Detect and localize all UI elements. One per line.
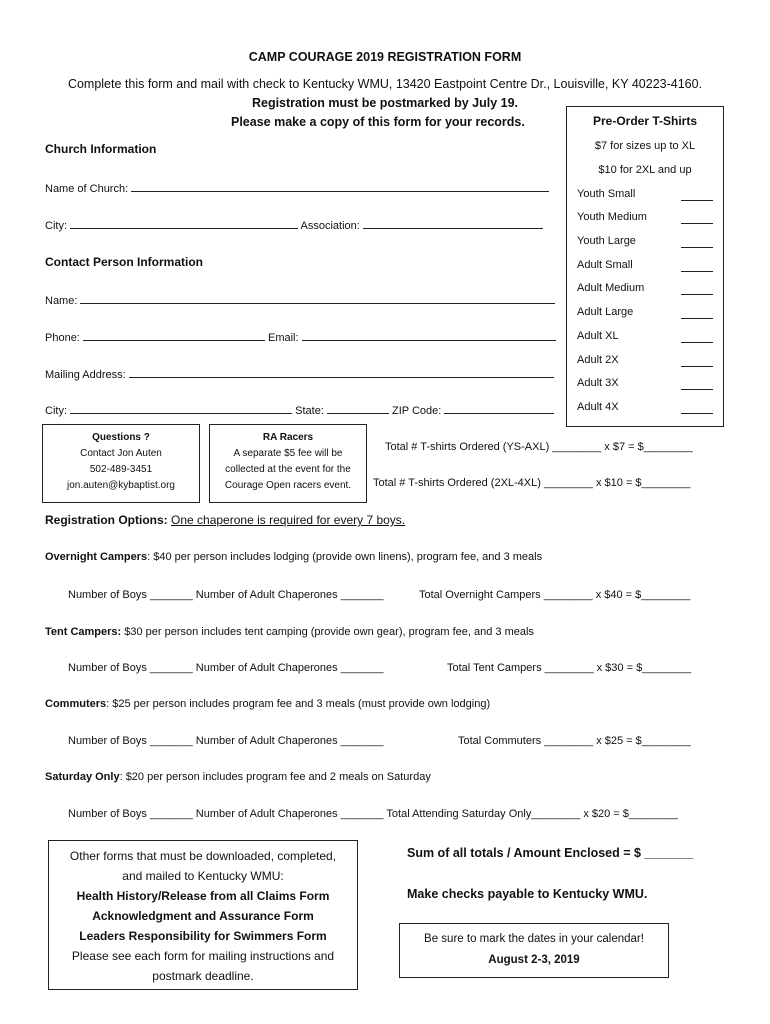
tshirt-row-youth-medium: Youth Medium (577, 211, 713, 231)
swimmers-form[interactable]: Leaders Responsibility for Swimmers Form (79, 929, 327, 943)
calendar-note: Be sure to mark the dates in your calendar! (424, 933, 644, 945)
email-field[interactable] (302, 330, 556, 341)
tshirt-row-adult-4x: Adult 4X (577, 401, 713, 421)
contact-heading: Contact Person Information (45, 255, 204, 269)
registration-options (45, 513, 405, 527)
saturday-count-row[interactable]: Number of Boys _______ Number of Adult Chaperones _______ Total Attending Saturday Only________ x $20 = $________ (68, 808, 678, 820)
mailing-address-row (45, 367, 554, 381)
tshirt-row-adult-large: Adult Large (577, 306, 713, 326)
contact-city-label: City: (45, 405, 67, 417)
adult-3x-qty[interactable] (681, 381, 713, 390)
church-name-label: Name of Church: (45, 183, 129, 195)
contact-city-row (45, 403, 554, 417)
email-label: Email: (268, 332, 299, 344)
contact-name-label: Name: (45, 295, 78, 307)
ra-racers-box (209, 424, 367, 503)
church-city-label: City: (45, 220, 67, 232)
tent-description: Tent Campers: $30 per person includes tent camping (provide own gear), program fee, and 3 meals (45, 626, 534, 638)
commuters-total[interactable]: Total Commuters ________ x $25 = $________ (458, 735, 691, 747)
health-history-form[interactable]: Health History/Release from all Claims Form (76, 889, 330, 903)
calendar-box (399, 923, 669, 978)
adult-small-qty[interactable] (681, 263, 713, 272)
church-name-row (45, 181, 549, 195)
phone-label: Phone: (45, 332, 80, 344)
tshirt-total-2xl-4xl: Total # T-shirts Ordered (2XL-4XL) ________ x $10 = $________ (373, 477, 691, 489)
contact-phone-row (45, 330, 556, 344)
church-name-field[interactable] (131, 181, 549, 192)
questions-heading: Questions ? (92, 432, 150, 443)
commuters-description: Commuters: $25 per person includes program fee and 3 meals (must provide own lodging) (45, 698, 491, 710)
other-forms-box (48, 840, 358, 990)
questions-box (42, 424, 200, 503)
tshirt-row-youth-small: Youth Small (577, 188, 713, 208)
phone-field[interactable] (83, 330, 265, 341)
church-heading: Church Information (45, 142, 157, 156)
adult-2x-qty[interactable] (681, 358, 713, 367)
saturday-label: Saturday Only (45, 771, 120, 783)
tshirt-box (566, 106, 724, 427)
overnight-total[interactable]: Total Overnight Campers ________ x $40 = $________ (419, 589, 691, 601)
tshirt-price-2: $10 for 2XL and up (598, 164, 692, 176)
tshirt-row-adult-3x: Adult 3X (577, 377, 713, 397)
questions-email: jon.auten@kybaptist.org (67, 480, 175, 491)
forms-line-3: Please see each form for mailing instructions and (71, 949, 335, 963)
contact-name-field[interactable] (80, 293, 555, 304)
questions-phone: 502-489-3451 (89, 464, 153, 475)
ra-line-3: Courage Open racers event. (224, 480, 352, 491)
tshirt-row-adult-2x: Adult 2X (577, 354, 713, 374)
forms-line-4: postmark deadline. (152, 969, 254, 983)
questions-contact: Contact Jon Auten (80, 448, 162, 459)
ra-line-2: collected at the event for the (225, 464, 351, 475)
amount-enclosed[interactable]: Sum of all totals / Amount Enclosed = $ _______ (407, 846, 694, 860)
adult-medium-qty[interactable] (681, 286, 713, 295)
adult-large-qty[interactable] (681, 310, 713, 319)
adult-xl-qty[interactable] (681, 334, 713, 343)
youth-medium-qty[interactable] (681, 215, 713, 224)
tent-total[interactable]: Total Tent Campers ________ x $30 = $________ (447, 662, 692, 674)
mailing-address-label: Mailing Address: (45, 369, 126, 381)
contact-city-field[interactable] (70, 403, 292, 414)
forms-line-1: Other forms that must be downloaded, completed, (69, 849, 337, 863)
copy-note: Please make a copy of this form for your records. (231, 115, 525, 129)
tent-count-row[interactable]: Number of Boys _______ Number of Adult Chaperones _______ (68, 662, 384, 674)
commuters-label: Commuters (45, 698, 107, 710)
form-title: CAMP COURAGE 2019 REGISTRATION FORM (248, 50, 522, 64)
state-label: State: (295, 405, 324, 417)
youth-large-qty[interactable] (681, 239, 713, 248)
association-label: Association: (300, 220, 360, 232)
commuters-count-row[interactable]: Number of Boys _______ Number of Adult Chaperones _______ (68, 735, 384, 747)
tent-label: Tent Campers: (45, 626, 122, 638)
tshirt-heading: Pre-Order T-Shirts (592, 114, 698, 128)
contact-name-row (45, 293, 555, 307)
zip-label: ZIP Code: (392, 405, 442, 417)
tshirt-row-youth-large: Youth Large (577, 235, 713, 255)
association-field[interactable] (363, 218, 543, 229)
postmark-deadline: Registration must be postmarked by July 19. (251, 96, 519, 110)
adult-4x-qty[interactable] (681, 405, 713, 414)
youth-small-qty[interactable] (681, 192, 713, 201)
tshirt-row-adult-medium: Adult Medium (577, 282, 713, 302)
chaperone-requirement: One chaperone is required for every 7 boys. (171, 513, 406, 527)
tshirt-total-ys-axl: Total # T-shirts Ordered (YS-AXL) ________ x $7 = $________ (385, 441, 693, 453)
church-city-field[interactable] (70, 218, 298, 229)
zip-field[interactable] (444, 403, 554, 414)
registration-options-heading: Registration Options: (45, 513, 168, 527)
checks-payable: Make checks payable to Kentucky WMU. (407, 887, 648, 901)
ra-heading: RA Racers (262, 432, 314, 443)
tshirt-row-adult-xl: Adult XL (577, 330, 713, 350)
forms-line-2: and mailed to Kentucky WMU: (122, 869, 284, 883)
state-field[interactable] (327, 403, 389, 414)
overnight-label: Overnight Campers (45, 551, 148, 563)
acknowledgment-form[interactable]: Acknowledgment and Assurance Form (92, 909, 314, 923)
tshirt-price-1: $7 for sizes up to XL (594, 140, 696, 152)
overnight-description: Overnight Campers: $40 per person includes lodging (provide own linens), program fee, and 3 meals (45, 551, 543, 563)
event-dates: August 2-3, 2019 (488, 954, 580, 966)
ra-line-1: A separate $5 fee will be (233, 448, 343, 459)
church-city-row (45, 218, 543, 232)
mailing-address-field[interactable] (129, 367, 554, 378)
intro-line-1: Complete this form and mail with check to Kentucky WMU, 13420 Eastpoint Centre Dr., Louisville, KY 40223-4160. (67, 77, 703, 91)
saturday-description: Saturday Only: $20 per person includes program fee and 2 meals on Saturday (45, 771, 431, 783)
tshirt-row-adult-small: Adult Small (577, 259, 713, 279)
overnight-count-row[interactable]: Number of Boys _______ Number of Adult Chaperones _______ (68, 589, 384, 601)
